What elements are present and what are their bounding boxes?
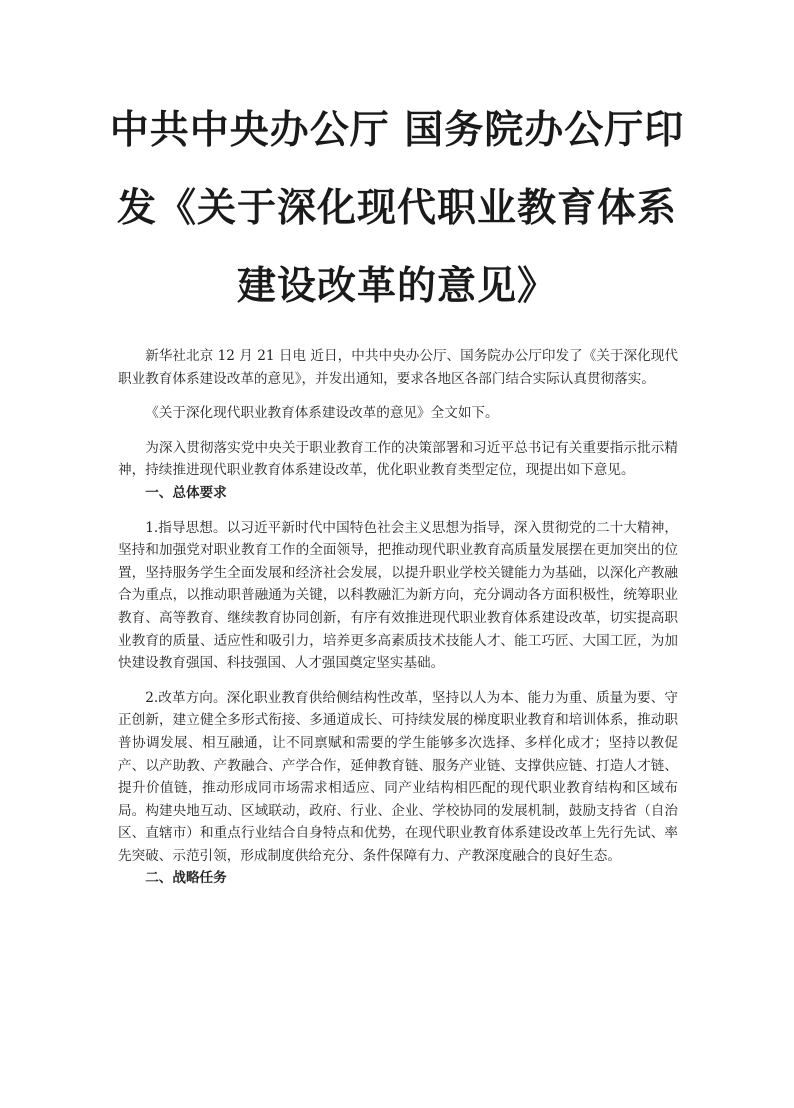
intro-paragraph: 新华社北京 12 月 21 日电 近日，中共中央办公厅、国务院办公厅印发了《关于深化现代职业教育体系建设改革的意见》，并发出通知，要求各地区各部门结合实际认真贯彻落实。 (118, 348, 678, 387)
title-line-2: 发《关于深化现代职业教育体系 (116, 186, 677, 231)
document-body (118, 345, 678, 890)
preamble-paragraph: 为深入贯彻落实党中央关于职业教育工作的决策部署和习近平总书记有关重要指示批示精神，持续推进现代职业教育体系建设改革，优化职业教育类型定位，现提出如下意见。 (118, 439, 678, 479)
point-1-paragraph: 1.指导思想。以习近平新时代中国特色社会主义思想为指导，深入贯彻党的二十大精神，坚持和加强党对职业教育工作的全面领导，把推动现代职业教育高质量发展摆在更加突出的位置，坚持服务学生全面发展和经济社会发展，以提升职业学校关键能力为基础，以深化产教融合为重点，以推动职普融通为关键，以科教融汇为新方向，充分调动各方面积极性，统筹职业教育、高等教育、继续教育协同创新，有序有效推进现代职业教育体系建设改革，切实提高职业教育的质量、适应性和吸引力，培养更多高素质技术技能人才、能工巧匠、大国工匠，为加快建设教育强国、科技强国、人才强国奠定坚实基础。 (118, 519, 678, 672)
title-line-1: 中共中央办公厅 国务院办公厅印 (109, 108, 685, 153)
title-line-3: 建设改革的意见》 (236, 264, 557, 309)
section-heading-2: 二、战略任务 (145, 870, 227, 887)
document-title (100, 92, 694, 326)
fulltext-paragraph: 《关于深化现代职业教育体系建设改革的意见》全文如下。 (145, 405, 499, 422)
point-2-paragraph: 2.改革方向。深化职业教育供给侧结构性改革，坚持以人为本、能力为重、质量为要、守正创新，建立健全多形式衔接、多通道成长、可持续发展的梯度职业教育和培训体系，推动职普协调发展、相互融通，让不同禀赋和需要的学生能够多次选择、多样化成才；坚持以教促产、以产助教、产教融合、产学合作，延伸教育链、服务产业链、支撑供应链、打造人才链、提升价值链，推动形成同市场需求相适应、同产业结构相匹配的现代职业教育结构和区域布局。构建央地互动、区域联动，政府、行业、企业、学校协同的发展机制，鼓励支持省（自治区、直辖市）和重点行业结合自身特点和优势，在现代职业教育体系建设改革上先行先试、率先突破、示范引领，形成制度供给充分、条件保障有力、产教深度融合的良好生态。 (118, 689, 678, 864)
section-heading-1: 一、总体要求 (145, 484, 227, 501)
